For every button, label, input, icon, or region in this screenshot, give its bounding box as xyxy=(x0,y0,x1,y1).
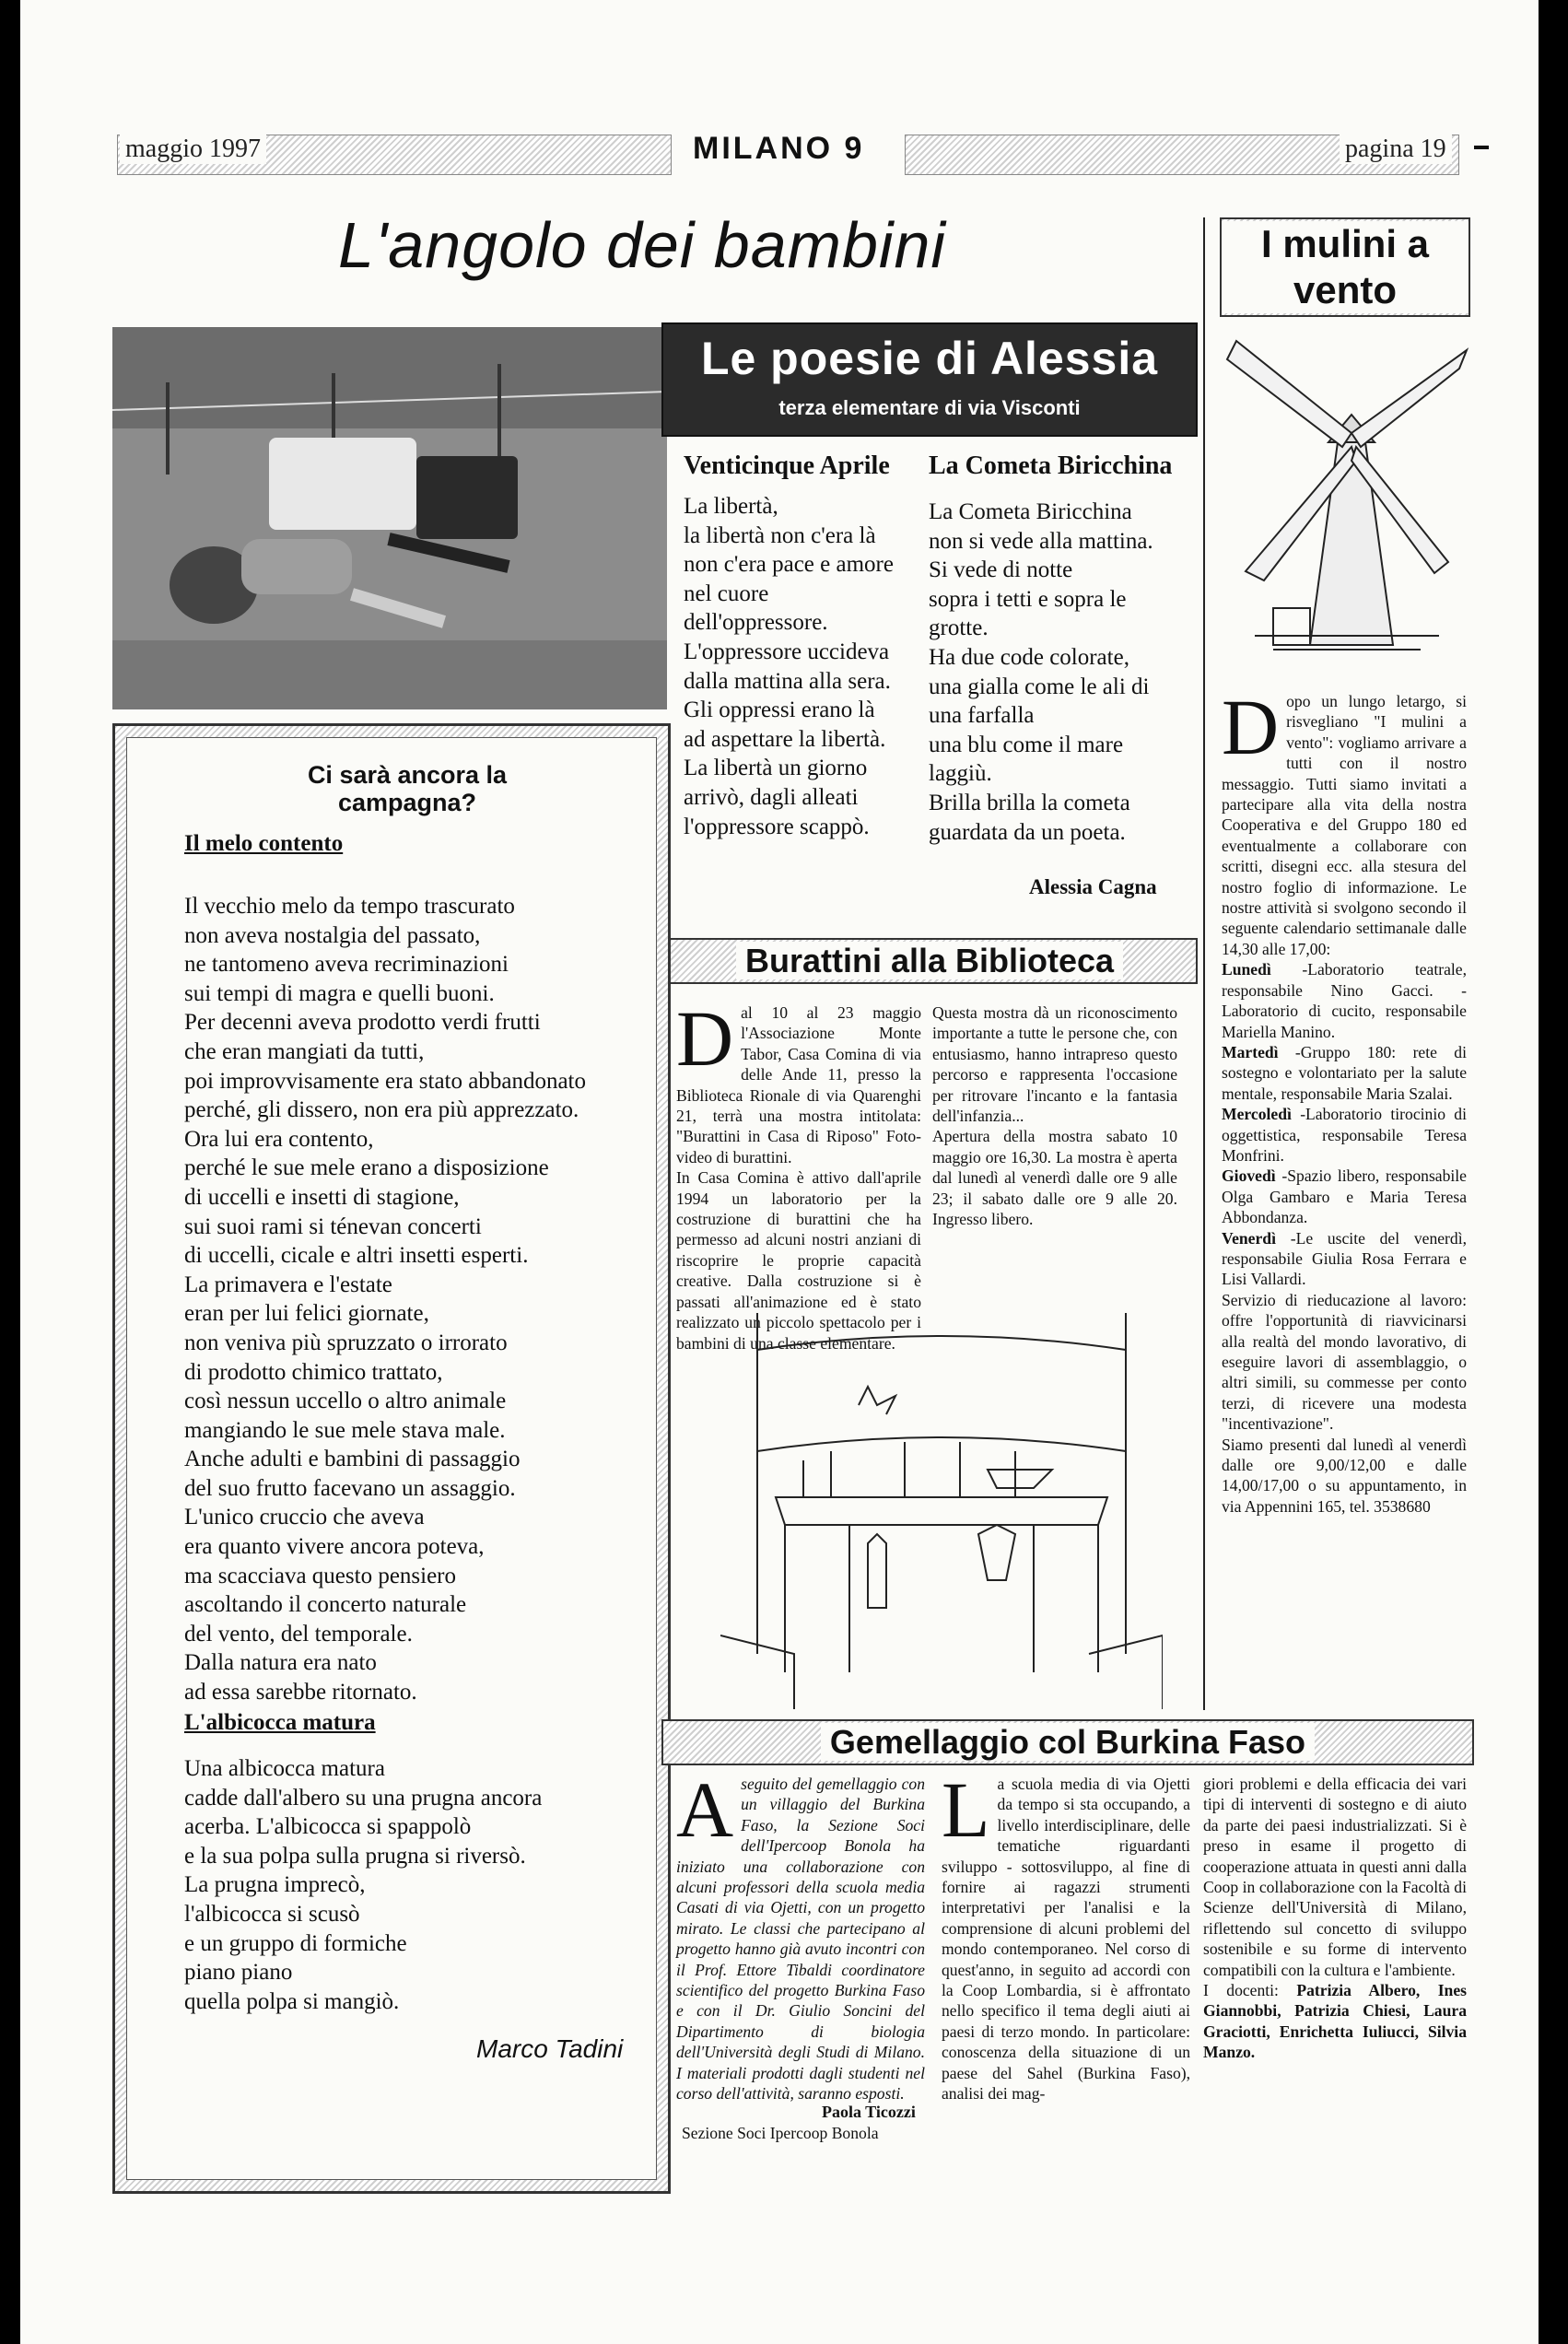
mulini-presence: Siamo presenti dal lunedì al venerdì dalle ore 9,00/12,00 e dalle 14,00/17,00 o su appuntamento, in via Appennini 165, tel. 3538680 xyxy=(1222,1435,1467,1516)
dropcap: A xyxy=(676,1765,734,1854)
gemellaggio-text: a scuola media di via Ojetti da tempo si sta occupando, a livello interdisciplinare, delle tematiche riguardanti sviluppo - sottosviluppo, al fine di fornire ai ragazzi strumenti interpretativi per l'analisi e la comprensione di alcuni problemi del mondo contemporaneo. Nel corso di quest'anno, in seguito ad accordi con la Coop Lombardia, si è affrontato nello specifico il tema degli aiuti ai paesi di terzo mondo. In particolare: conoscenza della situazione di un paese del Sahel (Burkina Faso), analisi dei mag- xyxy=(942,1775,1190,2104)
schedule-item xyxy=(1222,1166,1467,1227)
poem-cometa-body xyxy=(929,498,1177,847)
poem-line: così nessun uccello o altro animale xyxy=(184,1389,507,1414)
poem-line: di uccelli, cicale e altri insetti esperti. xyxy=(184,1243,529,1269)
poem-line: La prugna imprecò, xyxy=(184,1872,366,1898)
poem-line: e un gruppo di formiche xyxy=(184,1930,407,1956)
poem-line: cadde dall'albero su una prugna ancora xyxy=(184,1785,543,1811)
poem-line: non c'era pace e amore xyxy=(684,552,894,578)
gemellaggio-col-3 xyxy=(1203,1774,1467,2063)
schedule-day: Lunedì xyxy=(1222,960,1271,979)
teachers-label: I docenti: xyxy=(1203,1981,1279,2000)
poem-line: L'unico cruccio che aveva xyxy=(184,1505,425,1530)
section-title: L'angolo dei bambini xyxy=(338,209,946,281)
burattini-text: Apertura della mostra sabato 10 maggio ore 16,30. La mostra è aperta dal lunedì al venerdì dalle ore 9 alle 23; il sabato dalle ore 9 alle 20. Ingresso libero. xyxy=(932,1127,1177,1229)
poem-line: eran per lui felici giornate, xyxy=(184,1301,429,1327)
dropcap: D xyxy=(676,994,734,1083)
poem-line: La libertà, xyxy=(684,494,778,519)
poem-line: arrivò, dagli alleati xyxy=(684,784,859,810)
poem-line: una blu come il mare xyxy=(929,732,1124,757)
gemellaggio-author-role: Sezione Soci Ipercoop Bonola xyxy=(682,2124,879,2142)
schedule-item xyxy=(1222,1104,1467,1166)
poem-line: mangiando le sue mele stava male. xyxy=(184,1417,506,1443)
poem-line: perché, gli dissero, non era più apprezzato. xyxy=(184,1097,579,1123)
poem-line: la libertà non c'era là xyxy=(684,522,876,548)
mulini-text xyxy=(1222,683,1467,1517)
poem-line: acerba. L'albicocca si spappolò xyxy=(184,1814,472,1840)
schedule-text: -Laboratorio tirocinio di oggettistica, responsabile Teresa Monfrini. xyxy=(1222,1105,1467,1165)
poem-line: una gialla come le ali di xyxy=(929,674,1150,699)
mulini-banner xyxy=(1220,217,1470,317)
schedule-item xyxy=(1222,1042,1467,1104)
poem-line: sui suoi rami si ténevan concerti xyxy=(184,1213,482,1239)
poem-line: sui tempi di magra e quelli buoni. xyxy=(184,980,495,1006)
poem-line: di uccelli e insetti di stagione, xyxy=(184,1184,460,1210)
poem-line: L'oppressore uccideva xyxy=(684,639,890,664)
poem-line: Per decenni aveva prodotto verdi frutti xyxy=(184,1010,541,1036)
poem-line: laggiù. xyxy=(929,761,992,787)
poesie-banner xyxy=(661,322,1198,437)
burattini-title: Burattini alla Biblioteca xyxy=(736,942,1123,979)
poem-line: Gli oppressi erano là xyxy=(684,697,875,723)
poem-venticinque-title: Venticinque Aprile xyxy=(684,451,890,480)
poem-line: e la sua polpa sulla prugna si riversò. xyxy=(184,1843,526,1869)
signature: Marco Tadini xyxy=(476,2034,624,2063)
child-photo xyxy=(112,327,667,709)
poem-line: non veniva più spruzzato o irrorato xyxy=(184,1330,508,1355)
melo-body xyxy=(184,892,654,1707)
schedule-text: -Le uscite del venerdì, responsabile Giulia Rosa Ferrara e Lisi Vallardi. xyxy=(1222,1228,1467,1289)
poem-line: ad aspettare la libertà. xyxy=(684,726,886,752)
poem-venticinque-body xyxy=(684,492,932,841)
poem-line: Ora lui era contento, xyxy=(184,1126,374,1152)
gemellaggio-text: seguito del gemellaggio con un villaggio del Burkina Faso, la Sezione Soci dell'Ipercoop Bonola ha iniziato una collaborazione con alcuni professori della scuola media Casati di via Ojetti, con un progetto mirato. Le classi che partecipano al progetto hanno già avuto incontri con il Prof. Ettore Tibaldi coordinatore scientifico del progetto Burkina Faso e con il Dr. Giulio Soncini del Dipartimento di biologia dell'Università degli Studi di Milano. I materiali prodotti dagli studenti nel corso dell'attività, saranno esposti. xyxy=(676,1775,925,2104)
poem-line: Il vecchio melo da tempo trascurato xyxy=(184,894,515,919)
poem-cometa-title: La Cometa Biricchina xyxy=(929,451,1173,480)
masthead-logo: MILANO 9 xyxy=(693,131,865,166)
poem-line: dalla mattina alla sera. xyxy=(684,668,891,694)
poem-line: ne tantomeno aveva recriminazioni xyxy=(184,952,509,978)
poem-line: Anche adulti e bambini di passaggio xyxy=(184,1447,521,1472)
mulini-title: I mulini a vento xyxy=(1222,221,1469,313)
poem-line: del suo frutto facevano un assaggio. xyxy=(184,1475,516,1501)
dropcap: L xyxy=(942,1765,990,1854)
poem-line: Si vede di notte xyxy=(929,557,1073,583)
schedule-text: -Spazio libero, responsabile Olga Gambaro e Maria Teresa Abbondanza. xyxy=(1222,1166,1467,1227)
poem-line: perché le sue mele erano a disposizione xyxy=(184,1155,549,1181)
issue-date: maggio 1997 xyxy=(120,135,266,164)
poem-line: Una albicocca matura xyxy=(184,1756,385,1781)
poem-line: ascoltando il concerto naturale xyxy=(184,1592,467,1618)
poem-line: l'albicocca si scusò xyxy=(184,1901,360,1927)
schedule-text: -Gruppo 180: rete di sostegno e volontariato per la salute mentale, responsabile Maria Szalai. xyxy=(1222,1042,1467,1103)
schedule-item xyxy=(1222,959,1467,1042)
poem-line: Ha due code colorate, xyxy=(929,644,1129,670)
gemellaggio-author: Paola Ticozzi xyxy=(822,2103,916,2121)
poem-line: piano piano xyxy=(184,1960,293,1986)
schedule-day: Mercoledì xyxy=(1222,1105,1292,1124)
poesie-subtitle: terza elementare di via Visconti xyxy=(778,396,1081,419)
poem-line: una farfalla xyxy=(929,703,1035,729)
poesie-title: Le poesie di Alessia xyxy=(700,333,1159,384)
albicocca-title: L'albicocca matura xyxy=(184,1710,376,1735)
mulini-intro: opo un lungo letargo, si risvegliano "I mulini a vento": vogliamo arrivare a tutti con il nostro messaggio. Tutti siamo invitati a partecipare alla vita della nostra Cooperativa e del Gruppo 180 ed eventualmente a collaborare con scritti, disegni ecc. alla stesura del nostro foglio di informazione. Le nostre attività si svolgono secondo il seguente calendario settimanale dalle 14,30 alle 17,00: xyxy=(1222,692,1467,958)
poem-line: che eran mangiati da tutti, xyxy=(184,1038,425,1064)
mulini-service: Servizio di rieducazione al lavoro: offre l'opportunità di riavvicinarsi alla realtà del mondo lavorativo, di eseguire lavori di assemblaggio, o altri simili, su commesse per conto terzi, di ricevere una modesta "incentivazione". xyxy=(1222,1290,1467,1434)
poem-line: di prodotto chimico trattato, xyxy=(184,1359,443,1385)
poem-line: La primavera e l'estate xyxy=(184,1272,392,1297)
poem-line: Brilla brilla la cometa xyxy=(929,790,1130,815)
poem-line: del vento, del temporale. xyxy=(184,1621,413,1647)
poem-line: non aveva nostalgia del passato, xyxy=(184,922,481,948)
poem-line: nel cuore xyxy=(684,580,769,606)
poem-line: quella polpa si mangiò. xyxy=(184,1988,400,2014)
child-photo-illustration xyxy=(112,327,667,709)
puppet-theater-drawing xyxy=(720,1304,1163,1714)
dropcap: D xyxy=(1222,683,1280,771)
burattini-text: In Casa Comina è attivo dall'aprile 1994 un laboratorio per la costruzione di burattini che ha permesso ad alcuni nostri anziani di riscoprire le proprie capacità creative. Dalla costruzione si è passati all'animazione ed è stato realizzato un piccolo spettacolo per i bambini di una classe elementare. xyxy=(676,1168,921,1353)
gemellaggio-banner xyxy=(661,1719,1474,1765)
poem-line: era quanto vivere ancora poteva, xyxy=(184,1534,485,1560)
gemellaggio-col-1 xyxy=(676,1765,925,2104)
poem-line: La Cometa Biricchina xyxy=(929,499,1132,524)
campagna-heading: Ci sarà ancora la campagna? xyxy=(307,761,508,816)
windmill-svg xyxy=(1218,332,1470,677)
poem-line: La libertà un giorno xyxy=(684,756,868,781)
schedule-day: Martedì xyxy=(1222,1042,1279,1061)
burattini-col-1 xyxy=(676,994,921,1354)
poesie-author: Alessia Cagna xyxy=(1029,875,1157,898)
poem-line: l'oppressore scappò. xyxy=(684,814,870,839)
schedule-day: Venerdì xyxy=(1222,1228,1276,1248)
newspaper-page xyxy=(20,0,1539,2344)
burattini-text: al 10 al 23 maggio l'Associazione Monte Tabor, Casa Comina di via delle Ande 11, presso la Biblioteca Rionale di via Quarenghi 21, terrà una mostra intitolata: "Burattini in Casa di Riposo" Foto-video di burattini. xyxy=(676,1003,921,1166)
column-rule xyxy=(1203,217,1205,1710)
gemellaggio-col-2 xyxy=(942,1765,1190,2104)
burattini-text: Questa mostra dà un riconoscimento importante a tutte le persone che, con entusiasmo, hanno intrapreso questo percorso e rappresenta l'occasione per ritrovare l'incanto e la fantasia dell'infanzia... xyxy=(932,1003,1177,1126)
page-number: pagina 19 xyxy=(1340,135,1452,164)
burattini-col-2 xyxy=(932,1002,1177,1229)
poem-line: sopra i tetti e sopra le xyxy=(929,586,1127,612)
poem-line: ma scacciava questo pensiero xyxy=(184,1563,457,1588)
gemellaggio-title: Gemellaggio col Burkina Faso xyxy=(821,1723,1315,1761)
poem-line: poi improvvisamente era stato abbandonato xyxy=(184,1068,586,1094)
albicocca-body xyxy=(184,1754,654,2016)
poem-line: ad essa sarebbe ritornato. xyxy=(184,1680,417,1705)
melo-title: Il melo contento xyxy=(184,831,344,856)
schedule-item xyxy=(1222,1228,1467,1290)
schedule-day: Giovedì xyxy=(1222,1166,1276,1186)
windmill-drawing xyxy=(1218,332,1470,677)
schedule-text: -Laboratorio teatrale, responsabile Nino Gacci. - Laboratorio di cucito, responsabile Mariella Manino. xyxy=(1222,960,1467,1041)
poem-line: guardata da un poeta. xyxy=(929,819,1126,845)
corner-mark xyxy=(1474,146,1489,149)
burattini-banner xyxy=(661,938,1198,984)
teachers-names: Patrizia Albero, Ines Giannobbi, Patrizia Chiesi, Laura Graciotti, Enrichetta Iuliucci, Silvia Manzo. xyxy=(1203,1981,1467,2062)
poem-line: non si vede alla mattina. xyxy=(929,528,1153,554)
poem-line: grotte. xyxy=(929,615,989,641)
puppet-theater-svg xyxy=(720,1304,1163,1714)
poem-line: Dalla natura era nato xyxy=(184,1650,377,1676)
gemellaggio-text: giori problemi e della efficacia dei vari tipi di interventi di sostegno e di aiuto da parte dei paesi industrializzati. Si è preso in esame il progetto di cooperazione attuata in questi anni dalla Coop in collaborazione con la Facoltà di Scienze dell'Università di Milano, riflettendo sul concetto di sviluppo sostenibile e su forme di intervento compatibili con la cultura e l'ambiente. xyxy=(1203,1775,1467,1979)
poem-line: dell'oppressore. xyxy=(684,610,828,636)
